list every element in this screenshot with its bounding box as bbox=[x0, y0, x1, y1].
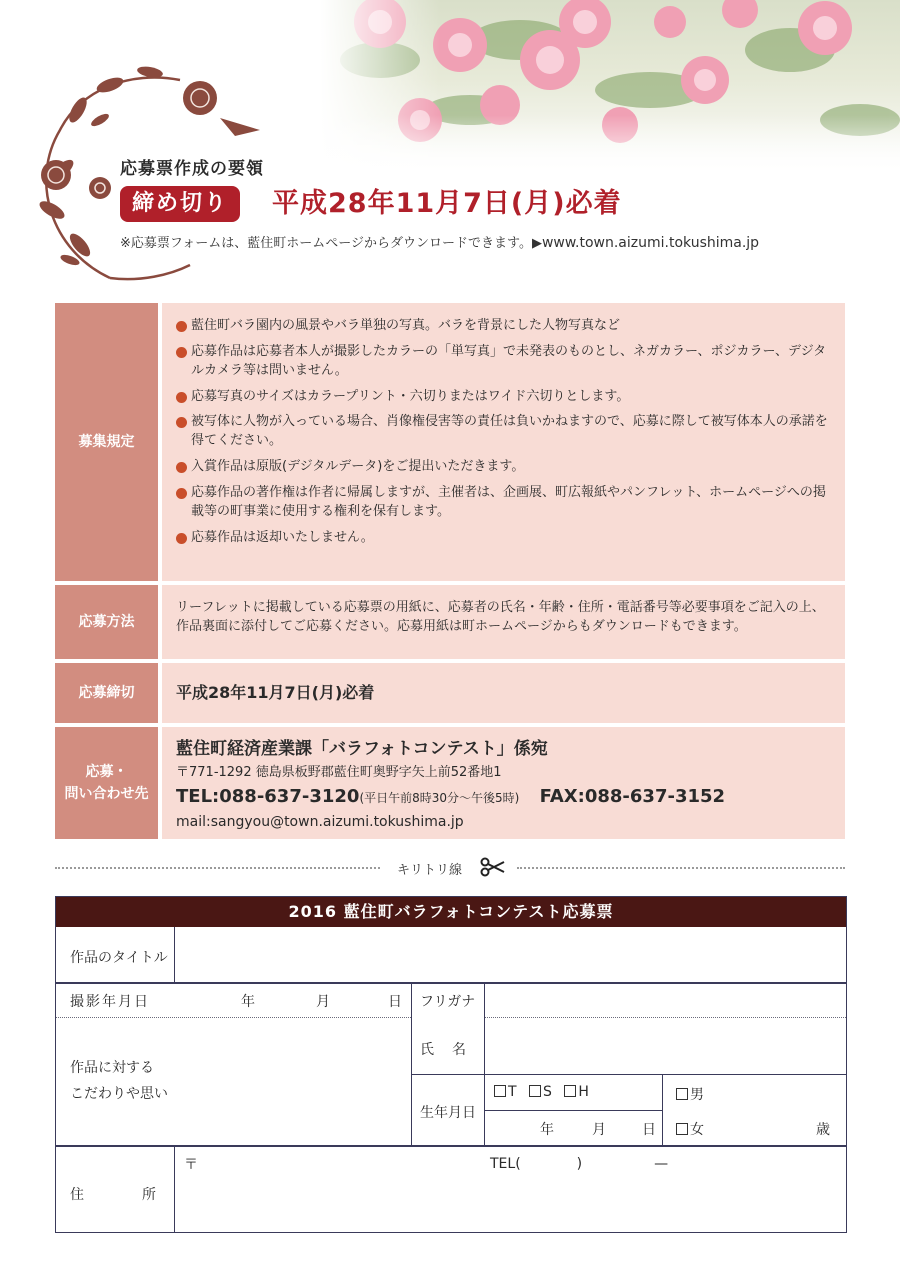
contact-org: 藍住町経済産業課「バラフォトコンテスト」係宛 bbox=[176, 739, 548, 759]
female-checkbox[interactable] bbox=[676, 1123, 688, 1135]
rules-body-deadline bbox=[162, 663, 845, 723]
deadline-badge: 締め切り bbox=[120, 186, 240, 222]
header bbox=[0, 0, 900, 295]
rules-body-method: リーフレットに掲載している応募票の用紙に、応募者の氏名・年齢・住所・電話番号等必要事項をご記入の上、作品裏面に添付してご応募ください。応募用紙は町ホームページからもダウンロードもできます。 bbox=[162, 585, 845, 659]
contact-mail[interactable]: mail:sangyou@town.aizumi.tokushima.jp bbox=[176, 813, 464, 830]
work-title-field[interactable] bbox=[176, 929, 844, 981]
contact-hours: (平日午前8時30分～午後5時) bbox=[359, 791, 520, 806]
contact-fax: FAX:088-637-3152 bbox=[539, 786, 726, 808]
era-t-checkbox[interactable] bbox=[494, 1085, 506, 1097]
bullet-icon bbox=[176, 347, 187, 358]
contact-address: 〒771-1292 徳島県板野郡藍住町奥野字矢上前52番地1 bbox=[176, 764, 502, 780]
rules-table bbox=[55, 303, 845, 843]
rules-row-method bbox=[55, 585, 845, 659]
furigana-field[interactable] bbox=[486, 984, 844, 1016]
male-checkbox[interactable] bbox=[676, 1088, 688, 1100]
name-field[interactable] bbox=[486, 1019, 844, 1073]
download-note bbox=[120, 232, 759, 251]
address-field[interactable] bbox=[176, 1147, 844, 1232]
shoot-date-field[interactable] bbox=[176, 984, 410, 1016]
rules-row-contact bbox=[55, 727, 845, 839]
shoot-month-unit: 月 bbox=[316, 994, 330, 1010]
rule-item: 入賞作品は原版(デジタルデータ)をご提出いただきます。 bbox=[176, 458, 831, 477]
download-url-link[interactable]: www.town.aizumi.tokushima.jp bbox=[541, 235, 760, 251]
bullet-icon bbox=[176, 321, 187, 332]
rules-label-boshu: 募集規定 bbox=[55, 303, 158, 581]
rules-body-boshu bbox=[162, 303, 845, 581]
furigana-label: フリガナ bbox=[420, 994, 476, 1010]
bullet-icon bbox=[176, 462, 187, 473]
era-options: T S H bbox=[494, 1084, 589, 1100]
bullet-icon bbox=[176, 417, 187, 428]
age-unit: 歳 bbox=[816, 1122, 830, 1138]
rules-row-boshu bbox=[55, 303, 845, 581]
rule-item: 藍住町バラ園内の風景やバラ単独の写真。バラを背景にした人物写真など bbox=[176, 317, 831, 336]
rules-label-contact: 応募・ 問い合わせ先 bbox=[55, 727, 158, 839]
gender-male-option: 男 bbox=[676, 1084, 704, 1104]
thoughts-label-2: こだわりや思い bbox=[70, 1086, 168, 1102]
rule-item: 応募作品の著作権は作者に帰属しますが、主催者は、企画展、町広報紙やパンフレット、ホームページへの掲載等の町事業に使用する権利を保有します。 bbox=[176, 484, 831, 522]
rules-body-contact bbox=[162, 727, 845, 839]
rules-row-deadline bbox=[55, 663, 845, 723]
form-title: 2016 藍住町バラフォトコンテスト応募票 bbox=[56, 897, 846, 927]
rules-label-method: 応募方法 bbox=[55, 585, 158, 659]
shoot-date-label: 撮影年月日 bbox=[70, 994, 150, 1010]
scissors-icon bbox=[480, 857, 506, 877]
birth-month-unit: 月 bbox=[592, 1122, 606, 1138]
rule-item: 応募作品は応募者本人が撮影したカラーの「単写真」で未発表のものとし、ネガカラー、ポジカラー、デジタルカメラ等は問いません。 bbox=[176, 343, 831, 381]
bullet-icon bbox=[176, 533, 187, 544]
postal-mark: 〒 bbox=[184, 1157, 198, 1173]
birth-date-label: 生年月日 bbox=[420, 1105, 476, 1121]
cut-line-label: キリトリ線 bbox=[397, 863, 463, 878]
work-title-label: 作品のタイトル bbox=[70, 950, 168, 966]
address-label: 住 所 bbox=[70, 1187, 156, 1203]
entry-form bbox=[55, 896, 847, 1233]
rule-item: 応募写真のサイズはカラープリント・六切りまたはワイド六切りとします。 bbox=[176, 388, 831, 407]
deadline-text: 平成28年11月7日(月)必着 bbox=[176, 683, 375, 703]
name-label: 氏 名 bbox=[420, 1042, 466, 1058]
contact-tel: TEL:088-637-3120 bbox=[176, 786, 360, 808]
era-h-checkbox[interactable] bbox=[564, 1085, 576, 1097]
guidelines-subtitle: 応募票作成の要領 bbox=[120, 159, 264, 179]
download-note-text: ※応募票フォームは、藍住町ホームページからダウンロードできます。 bbox=[120, 236, 532, 251]
birth-day-unit: 日 bbox=[642, 1122, 656, 1138]
bullet-icon bbox=[176, 392, 187, 403]
thoughts-field[interactable] bbox=[176, 1019, 410, 1144]
triangle-arrow-icon: ▶ bbox=[531, 236, 542, 251]
cut-line bbox=[55, 857, 845, 877]
thoughts-label-1: 作品に対する bbox=[70, 1060, 154, 1076]
tel-label: TEL( ) — bbox=[490, 1156, 669, 1172]
shoot-year-unit: 年 bbox=[241, 994, 255, 1010]
birth-year-unit: 年 bbox=[540, 1122, 554, 1138]
gender-female-option: 女 bbox=[676, 1119, 704, 1139]
rule-item: 応募作品は返却いたしません。 bbox=[176, 529, 831, 548]
era-s-checkbox[interactable] bbox=[529, 1085, 541, 1097]
contact-phone-fax bbox=[176, 784, 831, 810]
shoot-day-unit: 日 bbox=[388, 994, 402, 1010]
rule-item: 被写体に人物が入っている場合、肖像権侵害等の責任は負いかねますので、応募に際して被写体本人の承諾を得てください。 bbox=[176, 413, 831, 451]
bullet-icon bbox=[176, 488, 187, 499]
deadline-date: 平成28年11月7日(月)必着 bbox=[272, 188, 622, 219]
rules-label-deadline: 応募締切 bbox=[55, 663, 158, 723]
rose-photo bbox=[320, 0, 900, 175]
